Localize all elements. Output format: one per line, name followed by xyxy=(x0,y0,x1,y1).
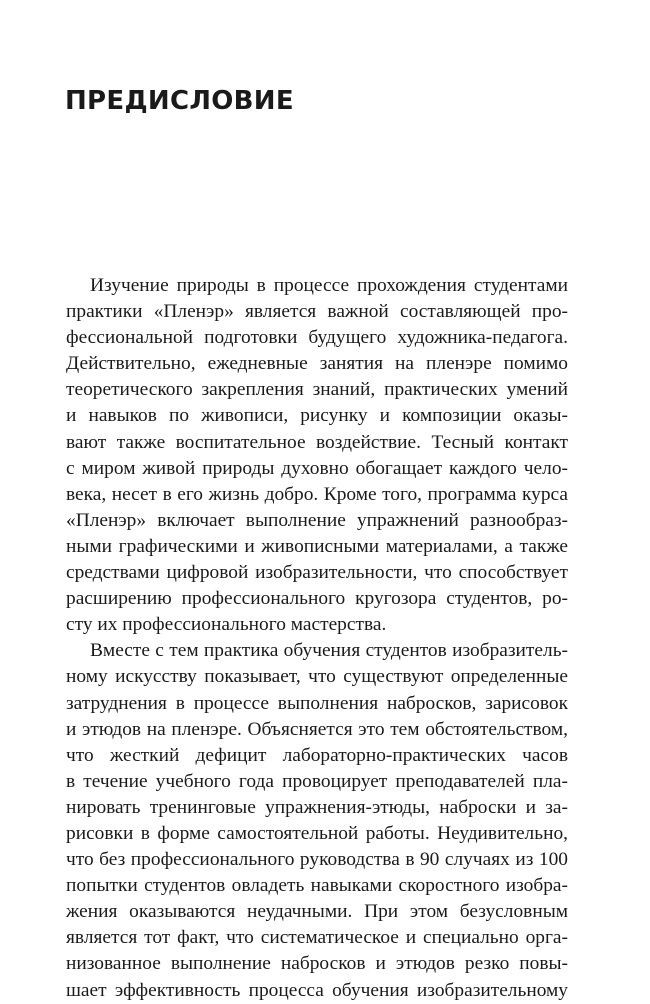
text-line: с миром живой природы духовно обогащает каждого чело- xyxy=(66,457,568,479)
text-line: фессиональной подготовки будущего художника-педагога. xyxy=(66,327,568,349)
text-line: Действительно, ежедневные занятия на пленэре помимо xyxy=(66,353,568,375)
text-line: что без профессионального руководства в 90 случаях из 100 xyxy=(66,849,568,871)
text-line: теоретического закрепления знаний, практических умений xyxy=(66,379,568,401)
text-line: практики «Пленэр» является важной составляющей про- xyxy=(66,301,568,323)
text-line: вают также воспитательное воздействие. Тесный контакт xyxy=(66,431,568,453)
text-line: сту их профессионального мастерства. xyxy=(66,614,387,636)
text-line: ному искусству показывает, что существуют определенные xyxy=(66,666,568,688)
text-line: в течение учебного года провоцирует преподавателей пла- xyxy=(66,770,568,792)
text-line: и навыков по живописи, рисунку и композиции оказы- xyxy=(66,405,568,427)
text-line: Вместе с тем практика обучения студентов изобразитель- xyxy=(90,640,568,662)
text-line: низованное выполнение набросков и этюдов резко повы- xyxy=(66,953,568,975)
text-line: ными графическими и живописными материалами, а также xyxy=(66,535,568,557)
text-line: века, несет в его жизнь добро. Кроме того, программа курса xyxy=(66,483,568,505)
text-line: рисовки в форме самостоятельной работы. Неудивительно, xyxy=(66,822,568,844)
text-line: попытки студентов овладеть навыками скоростного изобра- xyxy=(66,875,568,897)
chapter-heading: ПРЕДИСЛОВИЕ xyxy=(65,86,294,116)
text-line: расширению профессионального кругозора студентов, ро- xyxy=(66,588,568,610)
text-line: нировать тренинговые упражнения-этюды, наброски и за- xyxy=(66,796,568,818)
text-line: что жесткий дефицит лабораторно-практических часов xyxy=(66,744,568,766)
text-line: и этюдов на пленэре. Объясняется это тем обстоятельством, xyxy=(66,718,568,740)
text-line: «Пленэр» включает выполнение упражнений разнообраз- xyxy=(66,509,568,531)
text-line: шает эффективность процесса обучения изобразительному xyxy=(66,979,568,1001)
text-line: жения оказываются неудачными. При этом безусловным xyxy=(66,901,568,923)
body-text xyxy=(66,273,568,1004)
text-line: является тот факт, что систематическое и специально орга- xyxy=(66,927,568,949)
text-line: затруднения в процессе выполнения набросков, зарисовок xyxy=(66,692,568,714)
text-line: средствами цифровой изобразительности, что способствует xyxy=(66,562,568,584)
text-line: Изучение природы в процессе прохождения студентами xyxy=(90,275,568,296)
